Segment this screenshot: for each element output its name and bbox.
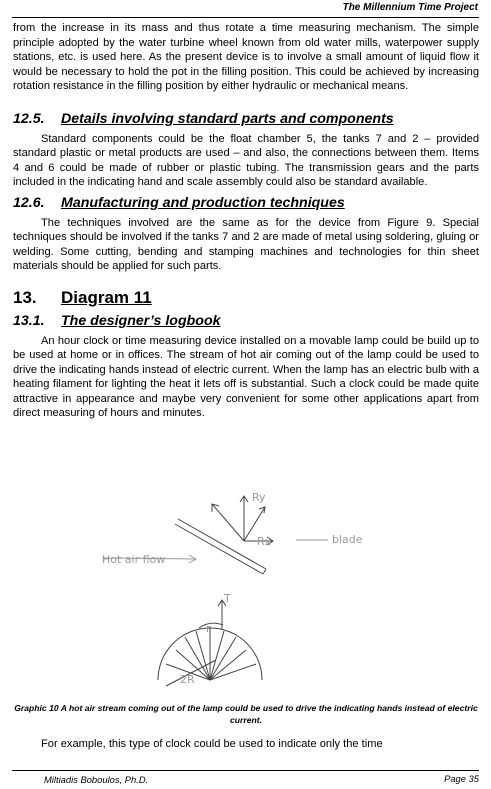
section-12-5-paragraph: Standard components could be the float chamber 5, the tanks 7 and 2 – provided standard plastic or metal products are used – and also, the connections between them. Items 4 and 6 could be made of rubber or plastic tubing. The transmission gears and the parts included in the indicating hand and scale assembly could also be standard available.: [13, 132, 479, 188]
body-text: [13, 21, 479, 421]
arrow-up-left: [212, 504, 244, 541]
page-number: Page 35: [444, 773, 479, 784]
section-number: 12.5.: [13, 110, 45, 127]
label-r: r: [206, 622, 211, 635]
section-13-heading: [13, 287, 479, 309]
footer-author: Miltiadis Boboulos, Ph.D.: [44, 774, 149, 785]
label-hot-air-flow: Hot air flow: [102, 553, 166, 566]
running-header: The Millennium Time Project: [342, 2, 478, 13]
section-title: The designer’s logbook: [61, 312, 221, 329]
continuation-paragraph: For example, this type of clock could be used to indicate only the time: [41, 738, 383, 750]
section-number: 13.1.: [13, 312, 45, 329]
footer-rule: [12, 770, 479, 771]
section-13-1-paragraph: An hour clock or time measuring device installed on a movable lamp could be build up to be used at home or in offices. The stream of hot air coming out of the lamp could be used to drive the indicating hands instead of electric current. When the lamp has an electric bulb with a heating filament for lighting the heat it lets off is substantial. Such a clock could be made quite attractive in appearance and maybe very convenient for some other applications apart from direct measuring of hours and minutes.: [13, 334, 479, 419]
label-2r: 2R: [180, 673, 195, 686]
section-title: Details involving standard parts and components: [61, 110, 394, 127]
figure-caption: Graphic 10 A hot air stream coming out of the lamp could be used to drive the indicating hands instead of electric current.: [14, 703, 478, 725]
section-number: 13.: [13, 287, 37, 307]
label-ry: Ry: [252, 491, 266, 504]
label-blade: blade: [332, 533, 363, 546]
hand-drawn-sketch: [96, 490, 386, 695]
section-13-1-heading: [13, 312, 479, 331]
label-rx: Rx: [257, 535, 272, 548]
intro-paragraph: from the increase in its mass and thus rotate a time measuring mechanism. The simple principle adopted by the water turbine wheel known from old water mills, waterpower supply stations, etc. is used here. As the present device is to involve a small amount of liquid flow it would be necessary to hold the pot in the filling position. This could be achieved by increasing rotation resistance in the filling position by either hydraulic or mechanical means.: [13, 22, 479, 92]
section-number: 12.6.: [13, 194, 45, 211]
section-title: Manufacturing and production techniques: [61, 194, 345, 211]
section-title: Diagram 11: [61, 287, 152, 307]
label-t: T: [224, 592, 231, 605]
header-rule: [12, 17, 479, 18]
section-12-5-heading: [13, 110, 479, 129]
blade-end: [263, 569, 266, 574]
section-12-6-heading: [13, 194, 479, 213]
section-12-6-paragraph: The techniques involved are the same as for the device from Figure 9. Special techniques should be involved if the tanks 7 and 2 are made of metal using soldering, gluing or welding. Some cutting, bending and stamping machines and technologies for thin sheet materials should be applied for such parts.: [13, 216, 479, 272]
